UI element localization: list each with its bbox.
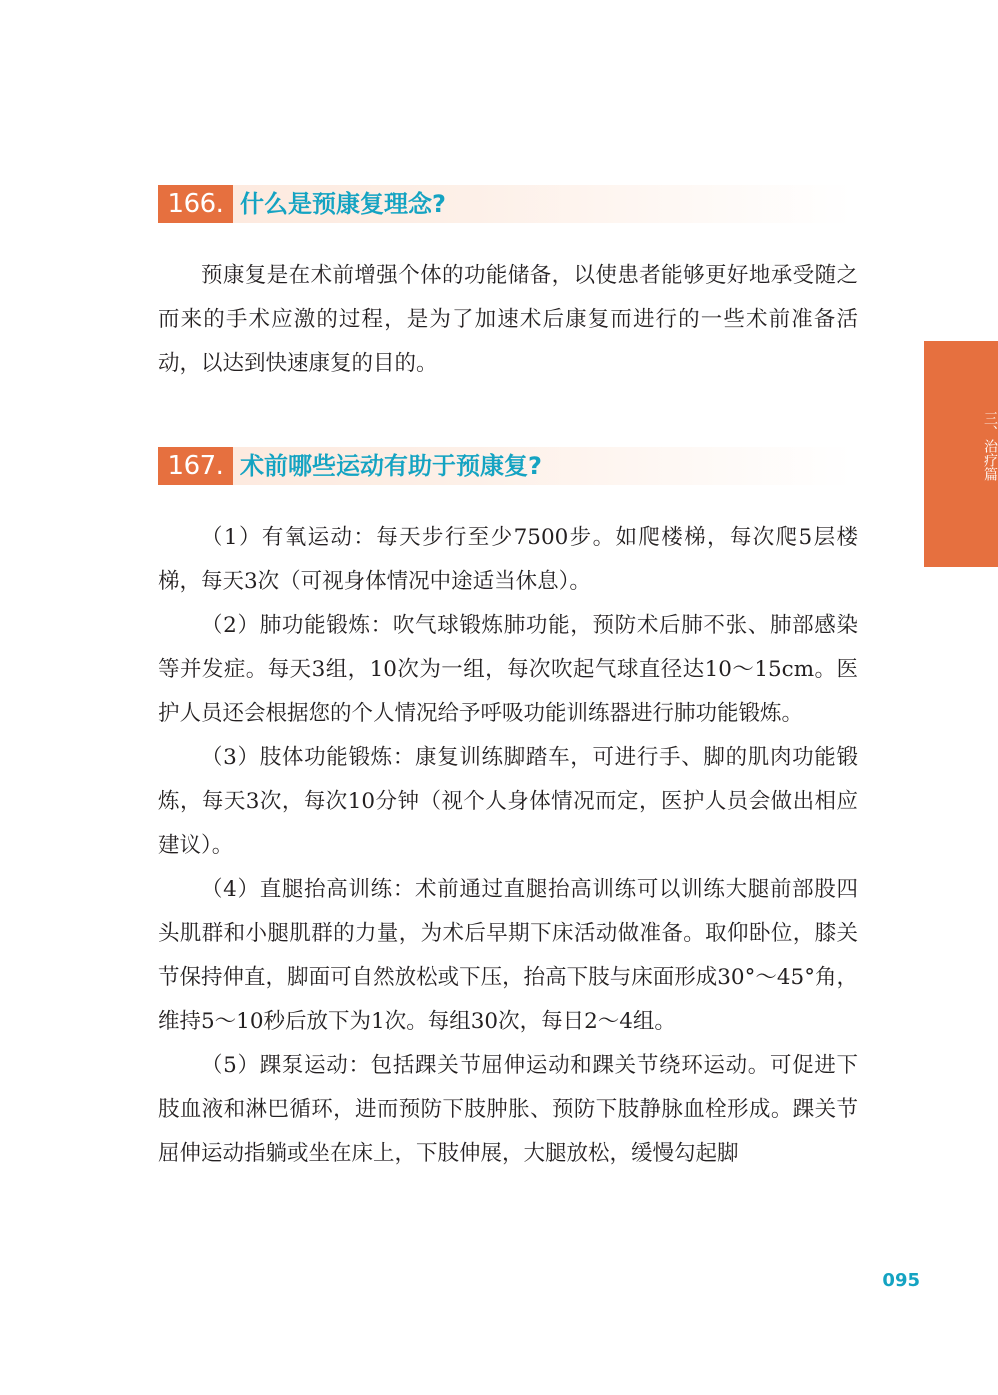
- question-heading: [158, 185, 853, 223]
- answer-paragraph: 预康复是在术前增强个体的功能储备，以使患者能够更好地承受随之而来的手术应激的过程，是为了加速术后康复而进行的一些术前准备活动，以达到快速康复的目的。: [158, 263, 858, 376]
- question-title: 什么是预康复理念?: [240, 190, 446, 218]
- answer-paragraph: （1）有氧运动：每天步行至少7500步。如爬楼梯，每次爬5层楼梯，每天3次（可视身体情况中途适当休息）。: [158, 525, 858, 594]
- chapter-side-tab-label: 三、治疗篇: [982, 411, 998, 481]
- question-167-section: [158, 447, 858, 1176]
- answer-paragraph: （4）直腿抬高训练：术前通过直腿抬高训练可以训练大腿前部股四头肌群和小腿肌群的力量，为术后早期下床活动做准备。取仰卧位，膝关节保持伸直，脚面可自然放松或下压，抬高下肢与床面形成30°～45°角，维持5～10秒后放下为1次。每组30次，每日2～4组。: [158, 877, 858, 1034]
- answer-paragraph: （2）肺功能锻炼：吹气球锻炼肺功能，预防术后肺不张、肺部感染等并发症。每天3组，10次为一组，每次吹起气球直径达10～15cm。医护人员还会根据您的个人情况给予呼吸功能训练器进行肺功能锻炼。: [158, 613, 858, 726]
- question-number: 167.: [158, 447, 233, 485]
- question-heading: [158, 447, 853, 485]
- question-title: 术前哪些运动有助于预康复?: [240, 452, 542, 480]
- chapter-side-tab: [924, 341, 998, 567]
- page-number: 095: [882, 1270, 920, 1291]
- answer-paragraph: （3）肢体功能锻炼：康复训练脚踏车，可进行手、脚的肌肉功能锻炼，每天3次，每次10分钟（视个人身体情况而定，医护人员会做出相应建议）。: [158, 745, 858, 858]
- question-166-section: [158, 185, 858, 386]
- question-number: 166.: [158, 185, 233, 223]
- answer-body: [158, 254, 858, 386]
- answer-body: [158, 516, 858, 1176]
- answer-paragraph: （5）踝泵运动：包括踝关节屈伸运动和踝关节绕环运动。可促进下肢血液和淋巴循环，进而预防下肢肿胀、预防下肢静脉血栓形成。踝关节屈伸运动指躺或坐在床上，下肢伸展，大腿放松，缓慢勾起脚: [158, 1053, 858, 1166]
